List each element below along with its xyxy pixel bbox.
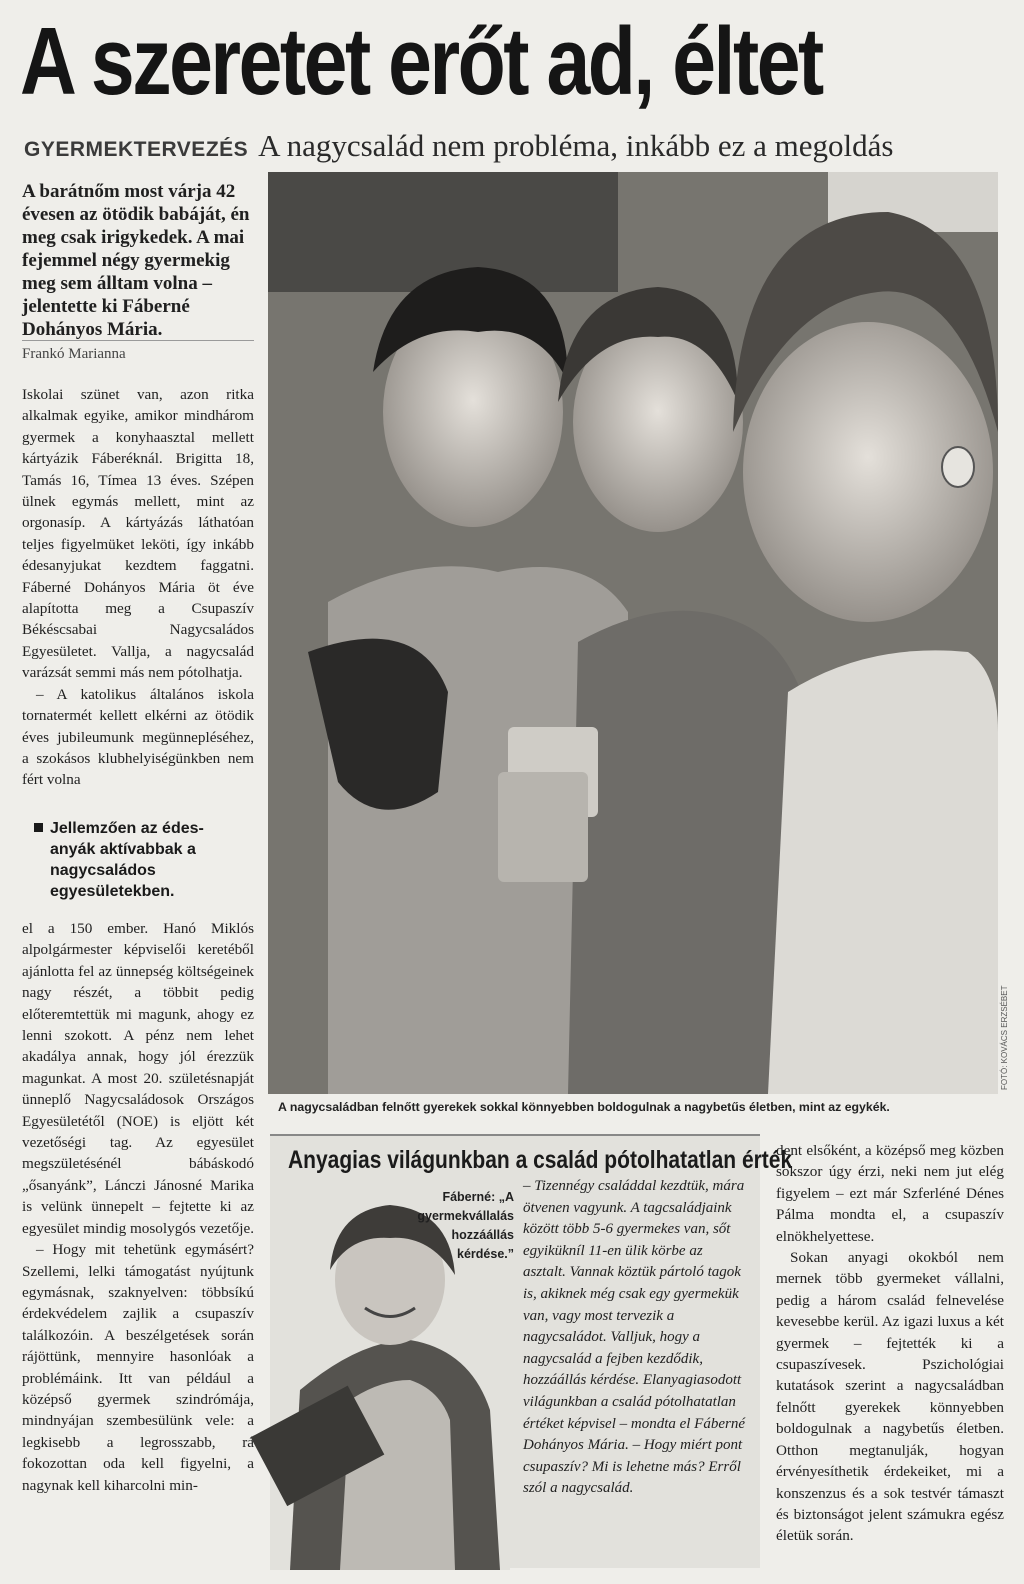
subheadline — [24, 128, 893, 164]
column-1-top — [22, 384, 254, 791]
paragraph: Sokan anyagi okokból nem mernek több gyermeket vállalni, pedig a három család felnevelése kevesebbe kerül. Az igazi luxus a két gyermek – fejtették ki a csupaszívesek. Pszichológiai kutatások szerint a nagycsaládban felnőtt gyerekek könnyebben boldogulnak a nagybetűs életben. Otthon megtanulják, hogyan érvényesíthetik érdekeiket, mi a konszenzus és a sok testvér támaszt és biztonságot jelent számukra egész életük során. — [776, 1249, 1004, 1545]
column-3 — [776, 1140, 1004, 1547]
paragraph: – A katolikus általános iskola tornatermét kellett elkérni az ötödik éves jubileumunk megünnepléséhez, a szokásos klubhelyiségünkben nem fért volna — [22, 685, 254, 789]
column-1-bottom — [22, 918, 254, 1496]
paragraph: el a 150 ember. Hanó Miklós alpolgármester képviselői keretéből ajánlotta fel az ünnepség költségeinek nagy részét, a többit pedig előteremtettük mi magunk, ahogy ez lenni szokott. A pénz nem lehet akadálya annak, hogy jól érezzük magunkat. A most 20. születésnapját ünneplő Nagycsaládosok Országos Egyesületétől (NOE) is eljött két vezetőségi tag. Az egyesület megszületésénél bábáskodó „ősanyánk”, Lánczi Jánosné Marika is velünk ünnepelt – fejtette ki az egyesület mindig mosolygós vezetője. — [22, 920, 254, 1237]
pull-quote-rest: anyák aktívabbak a nagycsaládos egyesületekben. — [50, 841, 196, 900]
paragraph: dent elsőként, a középső meg közben sokszor úgy érzi, neki nem jut elég figyelem – ezt már Szferléné Dénes Pálma mondta el, a csupaszív elnökhelyettese. — [776, 1142, 1004, 1245]
paragraph: – Hogy mit tehetünk egymásért? Szellemi, lelki támogatást nyújtunk egymásnak, szaknyelven: többsíkú érdekvédelem zajlik a csupaszív találkozóin. A beszélgetések során rájöttünk, mennyire hasonlóak a problémáink. Itt van például a középső gyermek szindrómája, mindnyájan szembesülünk vele: a legkisebb a legrosszabb, rá fokozottan oda kell figyelni, a nagynak kell kiharcolni min- — [22, 1241, 254, 1494]
photo-credit: FOTÓ: KOVÁCS ERZSÉBET — [1000, 985, 1009, 1090]
sidebar-title: Anyagias világunkban a család pótolhatatlan érték — [288, 1146, 793, 1174]
pull-quote-first: Jellemzően az édes- — [50, 820, 204, 837]
sidebar-quote: – Tizennégy családdal kezdtük, mára ötvenen vagyunk. A tagcsaládjaink között több 5-6 gyermekes van, sőt egyikükníl 11-en ülik körbe az asztalt. Vannak köztük pártoló tagok is, akiknek még csak egy gyermekük van, vagy most tervezik a nagycsaládot. Valljuk, hogy a nagycsalád a fejben kezdődik, hozzáállás kérdése. Elanyagiasodott világunkban a család pótolhatatlan értéket képvisel – mondta el Fáberné Dohányos Mária. – Hogy miért pont csupaszív? Mi is lehetne más? Erről szól a nagycsalád. — [523, 1178, 745, 1497]
main-photo — [268, 172, 998, 1094]
quote-attribution: Fáberné: „A gyermekvállalás hozzáállás kérdése.” — [417, 1190, 514, 1261]
section-kicker: GYERMEKTERVEZÉS — [24, 138, 249, 161]
lead-paragraph: A barátnőm most várja 42 évesen az ötödik babáját, én meg csak irigykedek. A mai fejemmel négy gyermekig meg sem álltam volna – jelentette ki Fáberné Dohányos Mária. — [22, 181, 250, 340]
square-bullet-icon — [34, 823, 43, 832]
byline: Frankó Marianna — [22, 340, 254, 363]
paragraph: Iskolai szünet van, azon ritka alkalmak egyike, amikor mindhárom gyermek a konyhaasztal mellett kártyázik Fáberéknál. Brigitta 18, Tamás 16, Tímea 13 éves. Szépen ülnek egymás mellett, mint az orgonasíp. A kártyázás láthatóan teljes figyelmüket leköti, így inkább édesanyjukat kezdtem faggatni. Fáberné Dohányos Mária öt éve alapította meg a Csupaszív Békéscsabai Nagycsaládos Egyesületet. Vallja, a nagycsalád varázsát semmi más nem pótolhatja. — [22, 386, 254, 682]
headline: A szeretet erőt ad, éltet — [20, 8, 822, 115]
pull-quote — [22, 818, 254, 902]
photo-caption: A nagycsaládban felnőtt gyerekek sokkal könnyebben boldogulnak a nagybetűs életben, mint az egykék. — [278, 1100, 890, 1114]
subtitle: A nagycsalád nem probléma, inkább ez a megoldás — [258, 128, 894, 163]
photo-illustration — [268, 172, 998, 1094]
